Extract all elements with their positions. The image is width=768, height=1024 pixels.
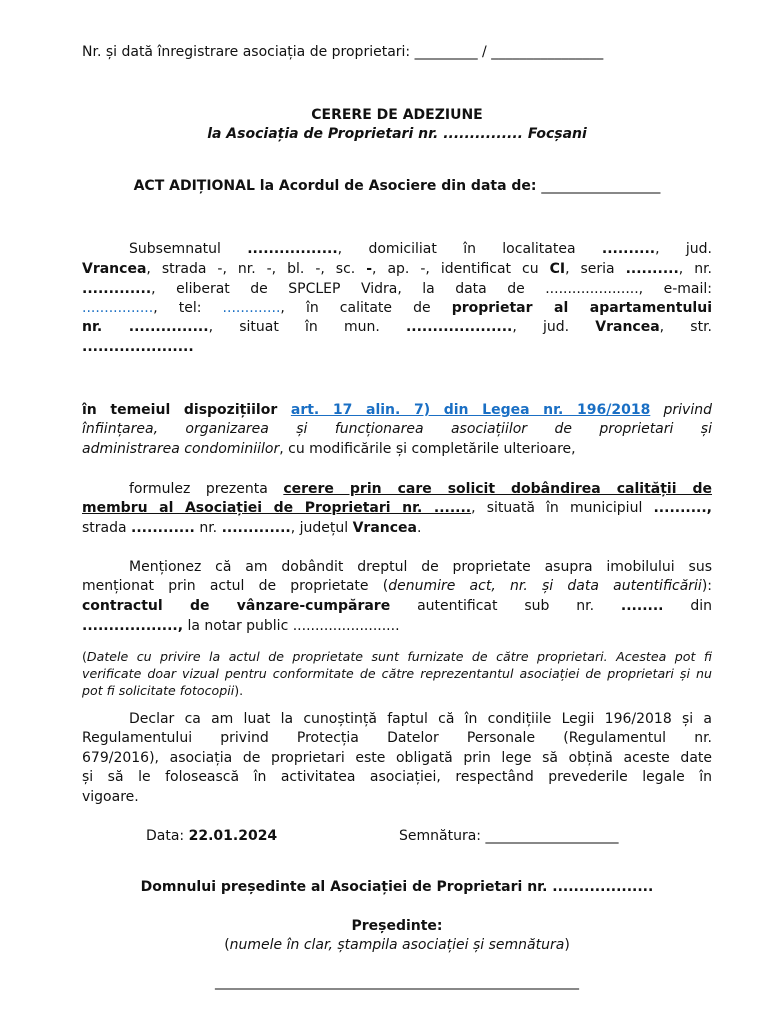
president-details: (numele în clar, ștampila asociației și semnătura) [224, 937, 570, 953]
registration-line: Nr. și dată înregistrare asociația de proprietari: _________ / ________________ [82, 44, 604, 60]
note-line3: pot fi solicitate fotocopii). [82, 683, 244, 698]
p2-line1: în temeiul dispozițiilor art. 17 alin. 7) din Legea nr. 196/2018 privind [82, 402, 712, 418]
p5-line2: Regulamentului privind Protecția Datelor Personale (Regulamentul nr. [82, 730, 712, 746]
act-aditional-line: ACT ADIȚIONAL la Acordul de Asociere din data de: _________________ [133, 178, 661, 194]
p4-line4: .................., la notar public ........................ [82, 618, 400, 634]
p5-line4: și să le folosească în activitatea asociației, respectând prevederile legale în [82, 769, 712, 785]
p5-line3: 679/2016), asociația de proprietari este obligată prin lege să obțină aceste date [82, 750, 712, 766]
tel-link[interactable]: ............. [222, 300, 281, 316]
note-line2: verificate doar vizual pentru conformitate de către reprezentantul asociației de proprietari și nu [82, 666, 712, 681]
president-label: Președinte: [351, 918, 443, 934]
p1-line5: nr. ..............., situat în mun. ...................., jud. Vrancea, str. [82, 319, 713, 335]
p4-line3: contractul de vânzare-cumpărare autentificat sub nr. ........ din [82, 598, 712, 614]
p5-line5: vigoare. [82, 789, 139, 805]
law-link[interactable]: art. 17 alin. 7) din Legea nr. 196/2018 [290, 402, 651, 418]
p2-line3: administrarea condominiilor, cu modificările și completările ulterioare, [82, 441, 576, 457]
p3-line3: strada ............ nr. ............., județul Vrancea. [82, 520, 422, 536]
p4-line2: menționat prin actul de proprietate (denumire act, nr. și data autentificării): [82, 578, 712, 594]
signature-field: Semnătura: ___________________ [399, 828, 619, 844]
p2-line2: înființarea, organizarea și funcționarea asociațiilor de proprietari și [82, 421, 712, 437]
p3-line2: membru al Asociației de Proprietari nr. ......., situată în municipiul .........., [82, 500, 712, 516]
p5-line1: Declar ca am luat la cunoștință faptul că în condițiile Legii 196/2018 și a [129, 711, 712, 727]
president-signature-line: ____________________________________________________ [215, 974, 579, 990]
p1-line1: Subsemnatul ................., domiciliat în localitatea .........., jud. [129, 241, 712, 257]
date-field: Data: 22.01.2024 [146, 828, 278, 844]
p3-line1: formulez prezenta cerere prin care solicit dobândirea calității de [129, 481, 712, 497]
document-subtitle: la Asociația de Proprietari nr. ............... Focșani [207, 126, 587, 142]
document-title: CERERE DE ADEZIUNE [311, 107, 483, 123]
p1-line6: ..................... [82, 339, 194, 355]
addressee-line: Domnului președinte al Asociației de Proprietari nr. ................... [140, 879, 654, 895]
p1-line2: Vrancea, strada -, nr. -, bl. -, sc. -, ap. -, identificat cu CI, seria .........., nr. [82, 261, 712, 277]
note-line1: (Datele cu privire la actul de proprietate sunt furnizate de către proprietari. Acestea pot fi [82, 649, 712, 664]
p1-line4: ................, tel: ............., în calitate de proprietar al apartamentului [82, 300, 712, 316]
p4-line1: Menționez că am dobândit dreptul de proprietate asupra imobilului sus [129, 559, 712, 575]
email-link[interactable]: ................ [82, 300, 154, 316]
p1-line3: ............., eliberat de SPCLEP Vidra, la data de ....................., e-mail: [82, 281, 712, 297]
